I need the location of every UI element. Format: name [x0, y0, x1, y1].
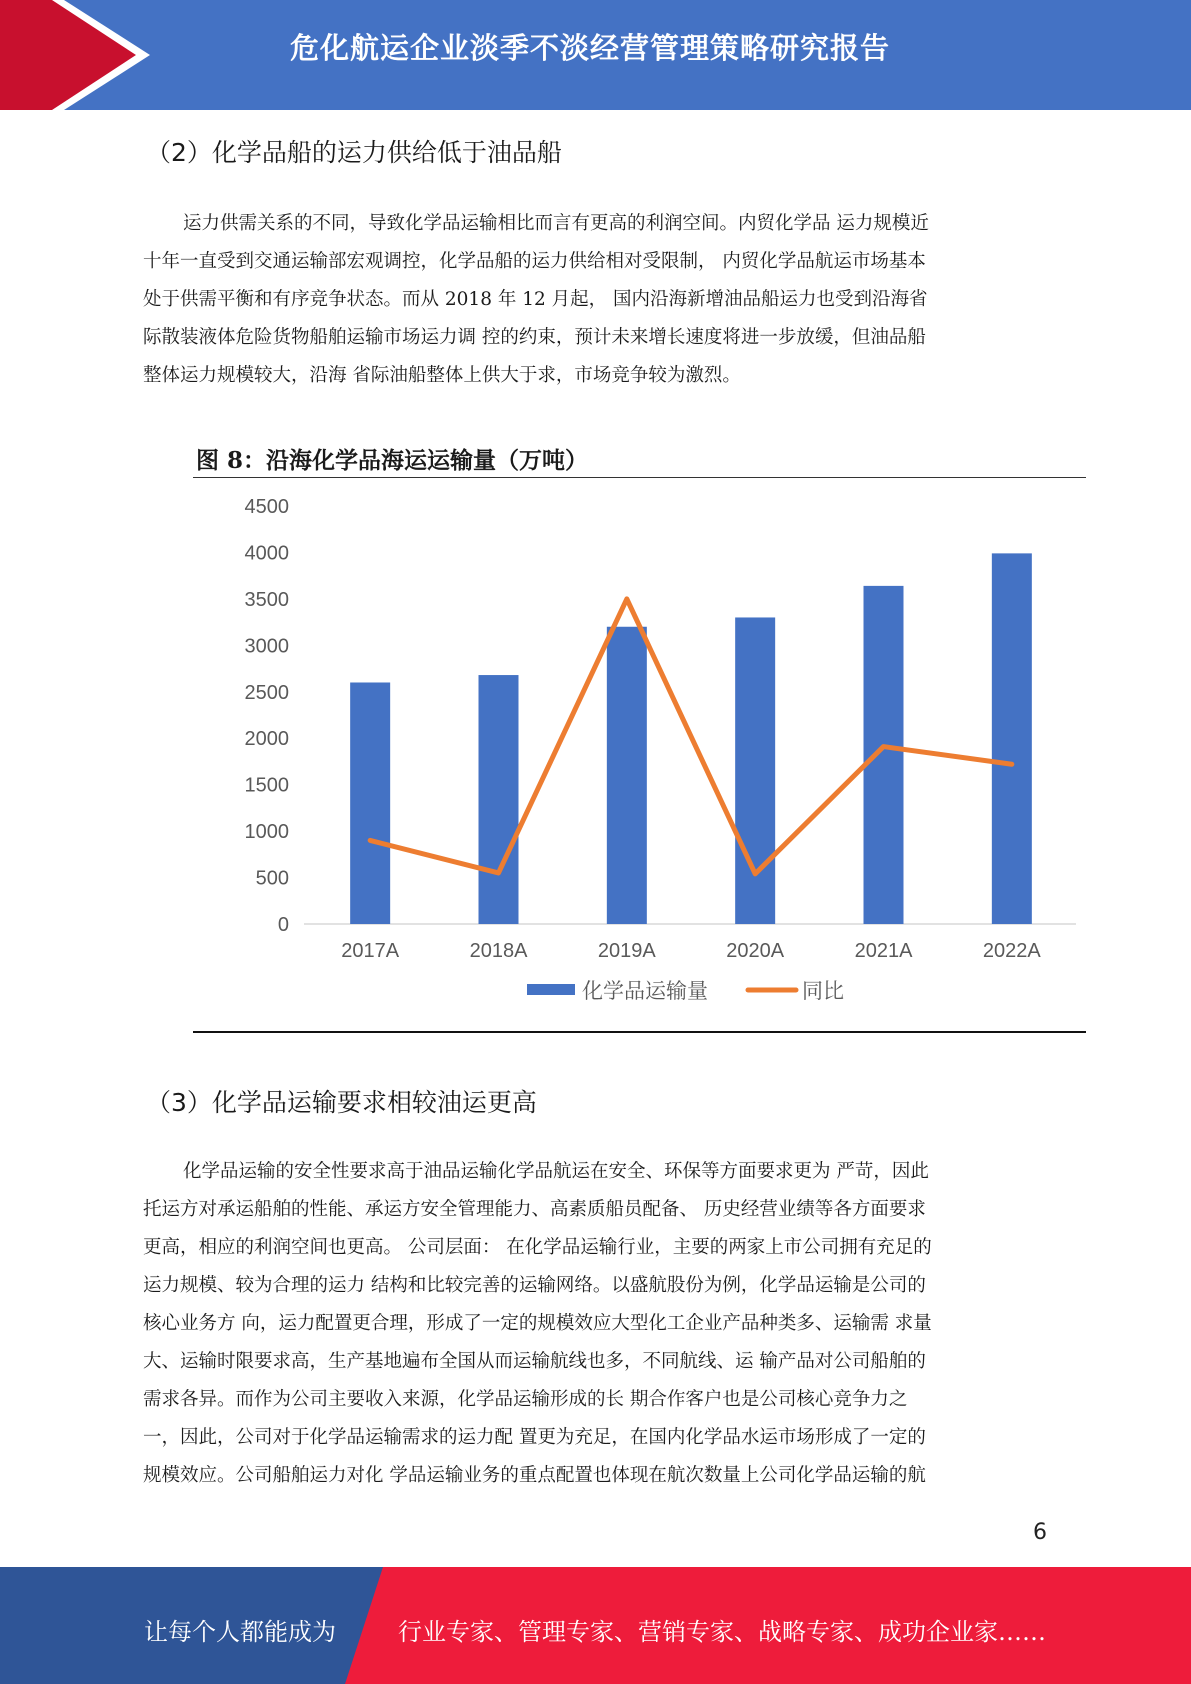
y-tick-label: 2500 — [244, 681, 289, 704]
bar — [479, 675, 519, 924]
section-2-title: （2）化学品船的运力供给低于油品船 — [146, 138, 562, 167]
page-header — [0, 0, 1191, 110]
footer-slogan-left: 让每个人都能成为 — [144, 1618, 336, 1646]
paragraph-line: 运力规模、较为合理的运力 结构和比较完善的运输网络。以盛航股份为例，化学品运输是公司的 — [143, 1275, 926, 1296]
paragraph-line: 需求各异。而作为公司主要收入来源，化学品运输形成的长 期合作客户也是公司核心竞争力之 — [143, 1389, 908, 1410]
x-tick-label: 2019A — [597, 940, 656, 962]
header-chevron-icon — [0, 0, 160, 110]
y-tick-label: 0 — [277, 914, 289, 936]
report-title: 危化航运企业淡季不淡经营管理策略研究报告 — [290, 31, 891, 65]
chart-legend — [527, 979, 844, 1003]
footer-slogan-right: 行业专家、管理专家、营销专家、战略专家、成功企业家…… — [398, 1618, 1046, 1646]
figure-title: 图 8：沿海化学品海运运输量（万吨） — [196, 447, 589, 474]
y-tick-label: 3000 — [244, 635, 289, 658]
paragraph-line: 十年一直受到交通运输部宏观调控，化学品船的运力供给相对受限制， 内贸化学品航运市场基本 — [143, 251, 926, 272]
y-tick-label: 2000 — [244, 728, 289, 751]
legend-bar-label: 化学品运输量 — [582, 979, 708, 1003]
paragraph-line: 整体运力规模较大，沿海 省际油船整体上供大于求，市场竞争较为激烈。 — [143, 365, 741, 386]
x-axis — [341, 940, 1041, 962]
y-tick-label: 4500 — [244, 496, 289, 518]
paragraph-line: 更高，相应的利润空间也更高。 公司层面： 在化学品运输行业，主要的两家上市公司拥有充足的 — [143, 1237, 932, 1258]
paragraph-line: 化学品运输的安全性要求高于油品运输化学品航运在安全、环保等方面要求更为 严苛，因此 — [183, 1161, 929, 1182]
page-number: 6 — [1033, 1520, 1047, 1545]
paragraph-line: 托运方对承运船舶的性能、承运方安全管理能力、高素质船员配备、 历史经营业绩等各方面要求 — [143, 1199, 926, 1220]
legend-line-label: 同比 — [802, 979, 844, 1003]
x-tick-label: 2020A — [726, 940, 785, 962]
x-tick-label: 2022A — [982, 940, 1041, 962]
figure-bottom-rule — [193, 1031, 1086, 1033]
paragraph-line: 核心业务方 向，运力配置更合理，形成了一定的规模效应大型化工企业产品种类多、运输需 求量 — [143, 1313, 932, 1334]
paragraph-line: 大、运输时限要求高，生产基地遍布全国从而运输航线也多，不同航线、运 输产品对公司船舶的 — [143, 1351, 926, 1372]
y-tick-label: 1500 — [244, 774, 289, 797]
transport-volume-chart — [193, 480, 1086, 1030]
y-axis — [245, 496, 290, 936]
y-tick-label: 1000 — [244, 821, 289, 844]
bar — [350, 682, 390, 924]
section-3-paragraph — [143, 1153, 1048, 1495]
paragraph-line: 运力供需关系的不同，导致化学品运输相比而言有更高的利润空间。内贸化学品 运力规模近 — [183, 213, 929, 234]
paragraph-line: 处于供需平衡和有序竞争状态。而从 2018 年 12 月起， 国内沿海新增油品船运力也受到沿海省 — [143, 289, 928, 310]
paragraph-line: 一，因此，公司对于化学品运输需求的运力配 置更为充足，在国内化学品水运市场形成了一定的 — [143, 1427, 926, 1448]
bar — [607, 627, 647, 924]
y-tick-label: 4000 — [244, 542, 289, 565]
y-tick-label: 3500 — [244, 588, 289, 611]
figure-top-rule — [193, 477, 1086, 478]
bar — [992, 553, 1032, 924]
section-2-paragraph — [143, 205, 1048, 395]
y-tick-label: 500 — [255, 867, 289, 890]
yoy-line-series — [370, 599, 1012, 874]
section-3-title: （3）化学品运输要求相较油运更高 — [146, 1088, 537, 1117]
x-tick-label: 2017A — [341, 940, 400, 962]
x-tick-label: 2021A — [854, 940, 913, 962]
paragraph-line: 际散装液体危险货物船舶运输市场运力调 控的约束，预计未来增长速度将进一步放缓，但油品船 — [143, 327, 926, 348]
paragraph-line: 规模效应。公司船舶运力对化 学品运输业务的重点配置也体现在航次数量上公司化学品运输的航 — [143, 1465, 926, 1486]
bar — [735, 617, 775, 924]
bar — [864, 586, 904, 924]
legend-bar-swatch — [527, 984, 575, 995]
x-tick-label: 2018A — [469, 940, 528, 962]
